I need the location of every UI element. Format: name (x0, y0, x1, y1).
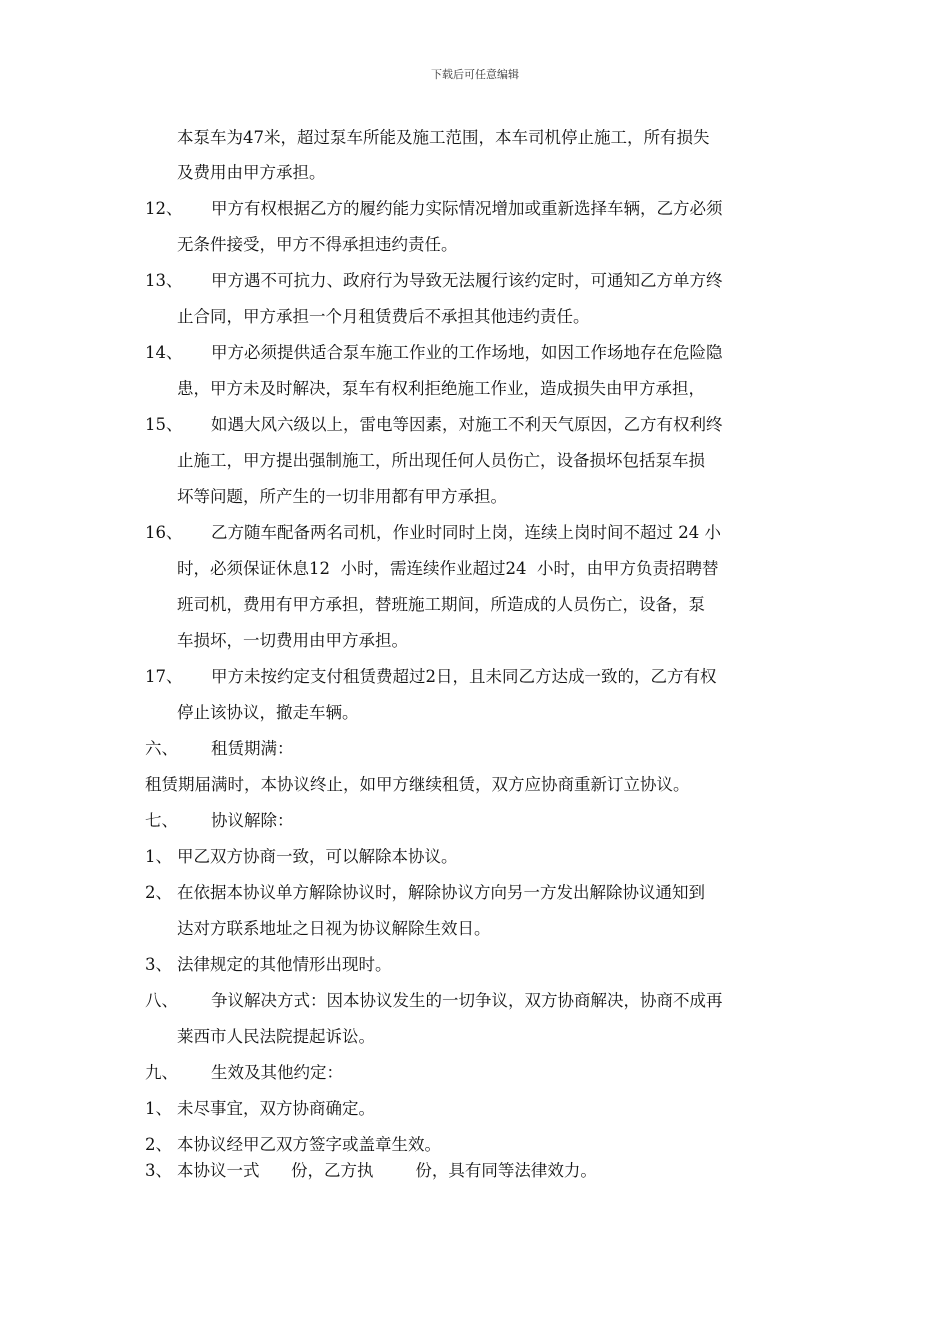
clause-number: 16、 (145, 523, 183, 542)
clause-text: 在依据本协议单方解除协议时，解除协议方向另一方发出解除协议通知到 (177, 883, 705, 902)
clause-text: 协议解除： (211, 811, 294, 830)
clause-number: 2、 (145, 883, 172, 902)
clause-text: 无条件接受，甲方不得承担违约责任。 (177, 235, 458, 254)
clause-text: 时，必须保证休息12 小时，需连续作业超过24 小时，由甲方负责招聘替 (177, 559, 719, 578)
clause-number: 17、 (145, 667, 183, 686)
clause-text: 法律规定的其他情形出现时。 (177, 955, 392, 974)
clause-number: 15、 (145, 415, 183, 434)
clause-number: 六、 (145, 739, 178, 758)
clause-number: 12、 (145, 199, 183, 218)
clause-text: 甲方遇不可抗力、政府行为导致无法履行该约定时，可通知乙方单方终 (211, 271, 723, 290)
clause-text: 患，甲方未及时解决，泵车有权利拒绝施工作业，造成损失由甲方承担， (177, 379, 705, 398)
clause-text: 坏等问题，所产生的一切非用都有甲方承担。 (177, 487, 507, 506)
clause-text: 争议解决方式：因本协议发生的一切争议，双方协商解决，协商不成再 (211, 991, 723, 1010)
clause-text: 如遇大风六级以上，雷电等因素，对施工不利天气原因，乙方有权利终 (211, 415, 723, 434)
clause-text: 莱西市人民法院提起诉讼。 (177, 1027, 375, 1046)
clause-number: 1、 (145, 1099, 172, 1118)
clause-text: 甲方未按约定支付租赁费超过2日，且未同乙方达成一致的，乙方有权 (211, 667, 717, 686)
clause-text: 达对方联系地址之日视为协议解除生效日。 (177, 919, 491, 938)
clause-text: 未尽事宜，双方协商确定。 (177, 1099, 375, 1118)
clause-text: 租赁期满： (211, 739, 294, 758)
clause-number: 七、 (145, 811, 178, 830)
page-header: 下载后可任意编辑 (431, 68, 519, 81)
clause-text: 本泵车为47米，超过泵车所能及施工范围，本车司机停止施工，所有损失 (177, 128, 710, 147)
clause-text: 甲方必须提供适合泵车施工作业的工作场地，如因工作场地存在危险隐 (211, 343, 723, 362)
clause-number: 14、 (145, 343, 183, 362)
clause-number: 3、 (145, 955, 172, 974)
clause-text: 停止该协议，撤走车辆。 (177, 703, 359, 722)
clause-number: 九、 (145, 1063, 178, 1082)
clause-text: 止施工，甲方提出强制施工，所出现任何人员伤亡，设备损坏包括泵车损 (177, 451, 705, 470)
clause-text: 及费用由甲方承担。 (177, 163, 326, 182)
clause-text: 车损坏，一切费用由甲方承担。 (177, 631, 408, 650)
clause-number: 2、 (145, 1135, 172, 1154)
clause-number: 1、 (145, 847, 172, 866)
clause-text: 生效及其他约定： (211, 1063, 343, 1082)
clause-text: 甲方有权根据乙方的履约能力实际情况增加或重新选择车辆，乙方必须 (211, 199, 723, 218)
clause-text: 本协议一式 份，乙方执 份，具有同等法律效力。 (177, 1161, 597, 1180)
clause-text: 租赁期届满时，本协议终止，如甲方继续租赁，双方应协商重新订立协议。 (145, 775, 690, 794)
clause-number: 八、 (145, 991, 178, 1010)
clause-number: 13、 (145, 271, 183, 290)
clause-text: 班司机，费用有甲方承担，替班施工期间，所造成的人员伤亡，设备，泵 (177, 595, 705, 614)
clause-text: 乙方随车配备两名司机，作业时同时上岗，连续上岗时间不超过 24 小 (211, 523, 721, 542)
clause-text: 甲乙双方协商一致，可以解除本协议。 (177, 847, 458, 866)
clause-text: 止合同，甲方承担一个月租赁费后不承担其他违约责任。 (177, 307, 590, 326)
clause-number: 3、 (145, 1161, 172, 1180)
clause-text: 本协议经甲乙双方签字或盖章生效。 (177, 1135, 441, 1154)
